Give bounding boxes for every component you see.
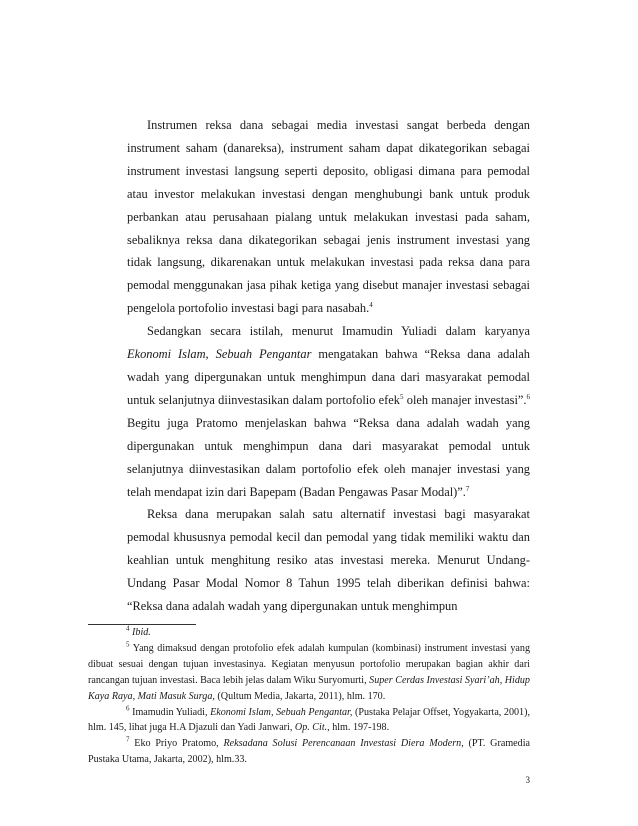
paragraph-1-text: Instrumen reksa dana sebagai media investasi sangat berbeda dengan instrument saham (danareksa), instrument saham dapat dikategorikan sebagai instrument investasi langsung seperti deposito, obligasi dimana para pemodal atau investor melakukan investasi dengan menghubungi bank untuk produk perbankan atau perusahaan pialang untuk melakukan investasi pada saham, sebaliknya reksa dana dikategorikan sebagai jenis instrument investasi yang tidak langsung, dikarenakan untuk melakukan investasi pada reksa dana para pemodal menggunakan jasa pihak ketiga yang disebut manajer investasi sebagai pengelola portofolio investasi bagi para nasabah. [127,118,530,316]
footnote-4-text: Ibid. [132,627,151,638]
footnote-ref-5[interactable]: 5 [400,392,404,401]
paragraph-2-text-c: oleh manajer investasi”. [403,392,527,407]
footnote-ref-7[interactable]: 7 [465,484,470,493]
footnote-6-title-2: Op. Cit., [294,722,330,734]
paragraph-3 [127,503,530,618]
paragraph-1 [127,114,530,320]
paragraph-2-text-d: Begitu juga Pratomo menjelaskan bahwa “Reksa dana adalah wadah yang dipergunakan untuk menghimpun dana dari masyarakat pemodal untuk selanjutnya diinvestasikan dalam portofolio efek oleh manajer investasi yang telah mendapat izin dari Bapepam (Badan Pengawas Pasar Modal)”. [127,415,530,499]
footnote-6 [88,705,530,737]
footnote-5 [88,641,530,705]
footnote-5-text-a: Yang dimaksud dengan protofolio efek adalah kumpulan (kombinasi) instrument investasi yang dibuat sesuai dengan tujuan investasinya. Kegiatan menyusun portofolio merupakan bagian akhir dari rancangan tujuan investasi. Baca lebih jelas dalam Wiku Suryomurti, [88,642,530,686]
book-title-ekonomi-islam: Ekonomi Islam, Sebuah Pengantar [127,347,312,362]
footnote-4 [88,625,530,641]
page-number: 3 [525,775,530,785]
footnote-6-text-a: Imamudin Yuliadi, [129,706,211,718]
footnote-6-text-c: hlm. 197-198. [329,722,390,734]
footnote-7-title: Reksadana Solusi Perencanaan Investasi Diera Modern [223,738,462,750]
footnotes [88,625,530,768]
footnote-6-text-b: (Pustaka Pelajar Offset, Yogyakarta, 2001), hlm. 145, lihat juga H.A Djazuli dan Yadi Janwari, [88,706,530,734]
footnote-7 [88,736,530,768]
paragraph-2-text-a: Sedangkan secara istilah, menurut Imamudin Yuliadi dalam karyanya [147,324,530,339]
footnote-7-text-a: Eko Priyo Pratomo, [129,738,224,750]
footnote-5-text-b: (Qultum Media, Jakarta, 2011), hlm. 170. [214,690,386,702]
paragraph-3-text: Reksa dana merupakan salah satu alternatif investasi bagi masyarakat pemodal khususnya pemodal kecil dan pemodal yang tidak memiliki waktu dan keahlian untuk menghitung resiko atas investasi mereka. Menurut Undang-Undang Pasar Modal Nomor 8 Tahun 1995 telah diberikan definisi bahwa: “Reksa dana adalah wadah yang dipergunakan untuk menghimpun [127,507,530,614]
paragraph-2 [127,320,530,503]
footnote-4-number: 4 [126,624,130,633]
paragraph-2-text-b: mengatakan bahwa “Reksa dana adalah wadah yang dipergunakan untuk menghimpun dana dari masyarakat pemodal untuk selanjutnya diinvestasikan dalam portofolio efek [127,347,530,407]
body-text [127,114,530,618]
footnote-6-title: Ekonomi Islam, Sebuah Pengantar, [210,706,353,718]
footnote-6-number: 6 [126,704,130,713]
footnote-7-number: 7 [126,735,130,744]
footnote-5-title: Super Cerdas Investasi Syari’ah, Hidup Kaya Raya, Mati Masuk Surga, [88,674,530,702]
footnote-5-number: 5 [126,640,130,649]
footnote-ref-6[interactable]: 6 [526,392,530,401]
footnote-ref-4[interactable]: 4 [369,301,373,310]
footnote-7-text-b: , (PT. Gramedia Pustaka Utama, Jakarta, 2002), hlm.33. [88,738,530,766]
